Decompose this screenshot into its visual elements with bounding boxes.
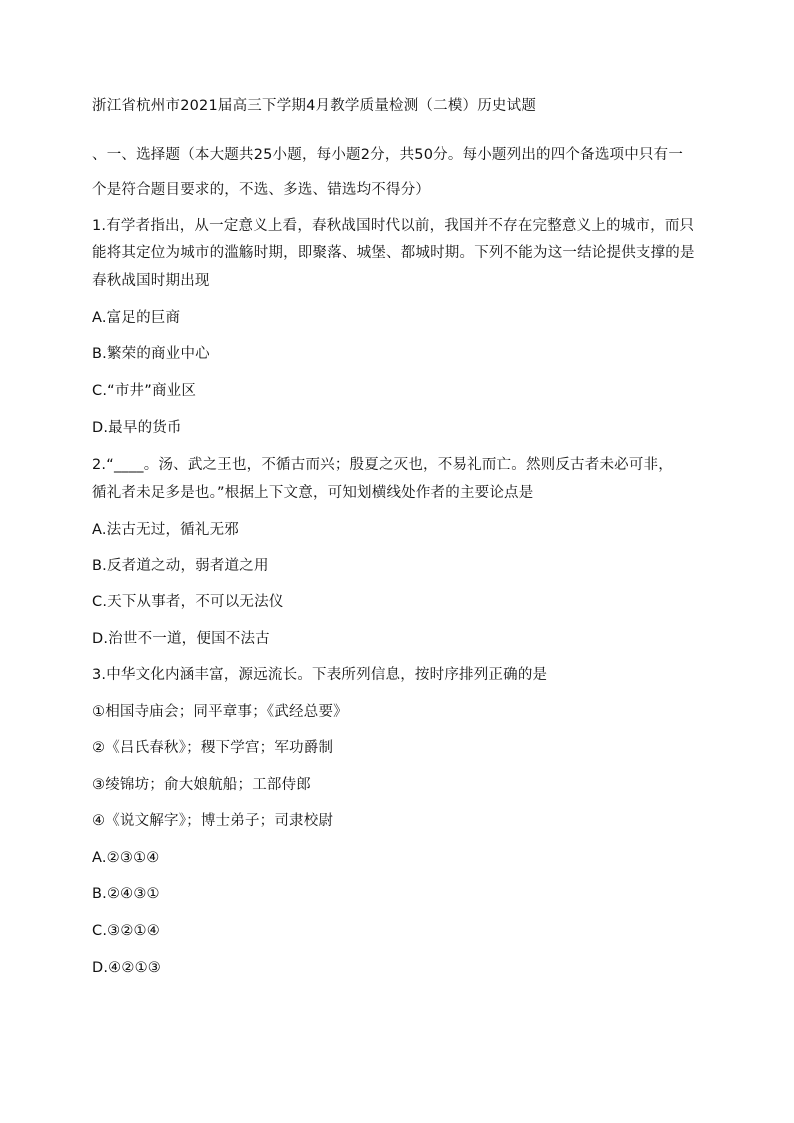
- question-1-stem-line-2: 能将其定位为城市的滥觞时期，即聚落、城堡、都城时期。下列不能为这一结论提供支撑的是: [92, 245, 695, 261]
- section-instructions-line-1: 、一、选择题（本大题共25小题，每小题2分，共50分。每小题列出的四个备选项中只有一: [92, 147, 684, 163]
- question-3-item-3: ③绫锦坊；俞大娘航船；工部侍郎: [92, 777, 311, 793]
- question-3-option-b: B.②④③①: [92, 886, 160, 902]
- question-2-option-a: A.法古无过，循礼无邪: [92, 522, 239, 538]
- section-instructions-line-2: 个是符合题目要求的，不选、多选、错选均不得分）: [92, 182, 431, 198]
- question-3-item-2: ②《吕氏春秋》；稷下学宫；军功爵制: [92, 740, 334, 756]
- question-3-item-1: ①相国寺庙会；同平章事；《武经总要》: [92, 704, 348, 720]
- question-2-option-c: C.天下从事者，不可以无法仪: [92, 594, 284, 610]
- question-1-option-d: D.最早的货币: [92, 420, 182, 436]
- question-2-stem-line-2: 循礼者未足多是也。”根据上下文意，可知划横线处作者的主要论点是: [92, 485, 534, 501]
- question-3-stem: 3.中华文化内涵丰富，源远流长。下表所列信息，按时序排列正确的是: [92, 667, 548, 683]
- question-3-option-d: D.④②①③: [92, 960, 161, 976]
- question-2-option-d: D.治世不一道，便国不法古: [92, 631, 270, 647]
- question-3-item-4: ④《说文解字》；博士弟子；司隶校尉: [92, 813, 334, 829]
- question-1-option-a: A.富足的巨商: [92, 310, 181, 326]
- document-title: 浙江省杭州市2021届高三下学期4月教学质量检测（二模）历史试题: [92, 98, 537, 114]
- question-1-option-b: B.繁荣的商业中心: [92, 346, 210, 362]
- question-3-option-c: C.③②①④: [92, 923, 160, 939]
- question-2-stem-line-1: 2.“____。汤、武之王也，不循古而兴；殷夏之灭也，不易礼而亡。然则反古者未必可非，: [92, 457, 673, 473]
- question-1-stem-line-1: 1.有学者指出，从一定意义上看，春秋战国时代以前，我国并不存在完整意义上的城市，而只: [92, 218, 695, 234]
- question-3-option-a: A.②③①④: [92, 850, 160, 866]
- question-1-stem-line-3: 春秋战国时期出现: [92, 273, 210, 289]
- question-2-option-b: B.反者道之动，弱者道之用: [92, 558, 269, 574]
- question-1-option-c: C.“市井”商业区: [92, 383, 197, 399]
